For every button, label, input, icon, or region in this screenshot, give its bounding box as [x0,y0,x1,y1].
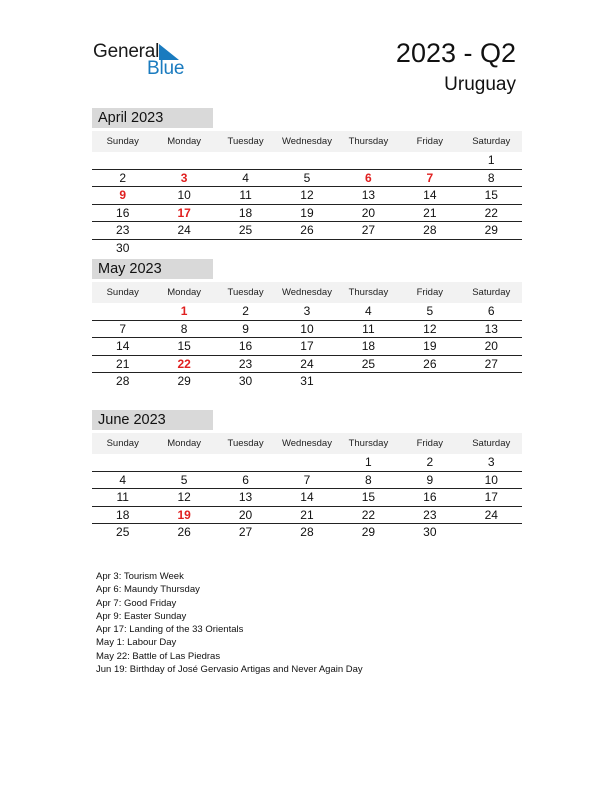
day-cell [153,240,214,257]
day-cell: 13 [484,321,498,336]
weekday-label: Saturday [472,287,511,298]
day-cell: 21 [300,507,314,522]
day-cell: 12 [423,321,437,336]
day-cell: 15 [177,339,191,354]
week-row [92,303,522,321]
day-cell: 5 [303,170,311,185]
day-cell: 22 [484,205,498,220]
day-cell: 1 [487,153,495,167]
week-row [92,205,522,223]
day-cell: 9 [242,321,249,336]
month-may [92,259,522,390]
day-cell [215,152,276,169]
day-cell: 24 [177,223,191,238]
day-cell [338,240,399,257]
holiday-day-cell: 19 [177,507,191,522]
day-cell: 26 [177,525,191,540]
weekday-label: Sunday [106,287,139,298]
day-cell [215,454,276,471]
day-cell: 27 [361,223,376,238]
page-title: 2023 - Q2 [395,38,516,68]
day-cell: 26 [423,356,437,371]
holiday-note: May 22: Battle of Las Piedras [96,650,221,662]
weekday-label: Monday [167,287,202,298]
day-cell: 24 [300,356,314,371]
week-row [92,454,522,472]
day-cell: 16 [423,490,437,505]
day-cell: 12 [300,188,314,203]
holiday-note: Apr 17: Landing of the 33 Orientals [96,624,244,636]
day-cell [461,524,522,541]
day-cell: 29 [177,374,191,389]
holiday-day-cell: 22 [177,356,191,371]
day-cell [399,152,460,169]
weekday-label: Tuesday [227,287,264,298]
month-title: April 2023 [92,108,213,128]
country-name: Uruguay [444,74,516,95]
month-title: June 2023 [92,410,213,430]
day-cell: 21 [423,205,437,220]
week-row [92,152,522,170]
day-cell: 27 [238,525,253,540]
day-cell: 7 [303,472,311,487]
day-cell [399,373,460,390]
day-cell [92,152,153,169]
day-cell: 24 [484,507,498,522]
week-row [92,507,522,525]
day-cell: 23 [116,223,130,238]
weekday-label: Friday [416,287,444,298]
day-cell: 30 [238,374,253,389]
day-cell: 5 [426,304,434,318]
day-cell: 31 [300,374,314,389]
day-cell: 29 [361,525,376,540]
day-cell: 5 [180,472,188,487]
day-cell: 15 [484,188,498,203]
day-cell: 28 [300,525,314,540]
holiday-note: Apr 9: Easter Sunday [96,610,187,622]
day-cell: 4 [365,304,372,318]
day-cell: 16 [116,205,130,220]
week-row [92,489,522,507]
day-cell: 1 [365,455,372,469]
weekday-header-row [92,282,522,303]
day-cell [461,240,522,257]
day-cell: 25 [361,356,376,371]
logo [93,41,193,81]
day-cell: 10 [177,188,191,203]
day-cell: 9 [426,472,434,487]
weekday-label: Monday [167,438,202,449]
day-cell: 2 [426,455,434,469]
weekday-label: Friday [416,136,444,147]
day-cell: 30 [423,525,437,540]
month-title: May 2023 [92,259,213,279]
logo-word-general: General [93,41,160,62]
day-cell: 20 [361,205,376,220]
day-cell: 19 [423,339,437,354]
day-cell: 6 [487,304,495,318]
weekday-label: Wednesday [281,136,332,147]
weekday-label: Tuesday [227,438,264,449]
week-row [92,356,522,374]
day-cell: 23 [423,507,437,522]
day-cell: 19 [300,205,314,220]
day-cell: 14 [423,188,437,203]
day-cell: 14 [300,490,314,505]
day-cell: 10 [300,321,314,336]
week-row [92,187,522,205]
weekday-header-row [92,131,522,152]
week-row [92,170,522,188]
holiday-notes-list [96,570,363,676]
day-cell: 11 [239,188,252,203]
holiday-note: Apr 7: Good Friday [96,597,177,609]
day-cell: 18 [116,507,130,522]
day-cell: 17 [300,339,314,354]
holiday-day-cell: 1 [180,304,188,318]
day-cell [92,303,153,320]
day-cell [276,152,337,169]
day-cell: 11 [116,490,129,505]
day-cell: 11 [362,321,375,336]
weekday-label: Friday [416,438,444,449]
day-cell: 6 [242,472,249,487]
holiday-day-cell: 9 [119,188,127,203]
weekday-label: Thursday [348,287,389,298]
holiday-day-cell: 7 [426,170,434,185]
holiday-note: Apr 3: Tourism Week [96,571,184,582]
day-cell: 2 [119,170,127,185]
day-cell: 4 [119,472,127,487]
weekday-label: Sunday [106,136,139,147]
week-row [92,373,522,390]
holiday-day-cell: 17 [177,205,191,220]
weekday-label: Wednesday [281,287,332,298]
week-row [92,472,522,490]
weekday-label: Wednesday [281,438,332,449]
day-cell: 26 [300,223,314,238]
month-april [92,108,522,257]
day-cell [92,454,153,471]
weekday-label: Saturday [472,438,511,449]
weekday-label: Tuesday [227,136,264,147]
day-cell: 12 [177,490,191,505]
logo-word-blue: Blue [147,58,185,79]
weekday-label: Thursday [348,438,389,449]
day-cell: 13 [238,490,253,505]
holiday-day-cell: 3 [180,170,188,185]
week-row [92,240,522,257]
day-cell: 14 [116,339,130,354]
day-cell: 4 [242,170,249,185]
day-cell: 20 [484,339,498,354]
weekday-label: Sunday [106,438,139,449]
day-cell: 16 [238,339,253,354]
week-row [92,321,522,339]
weekday-label: Saturday [472,136,511,147]
day-cell [276,240,337,257]
day-cell [399,240,460,257]
day-cell: 8 [180,321,188,336]
day-cell: 13 [361,188,376,203]
day-cell: 22 [361,507,376,522]
day-cell [338,373,399,390]
month-june [92,410,522,541]
day-cell: 3 [487,455,495,469]
day-cell: 18 [238,205,253,220]
day-cell [215,240,276,257]
day-cell [153,454,214,471]
day-cell [338,152,399,169]
holiday-note: Jun 19: Birthday of José Gervasio Artigas and Never Again Day [96,664,363,676]
day-cell: 15 [361,490,376,505]
day-cell: 25 [116,525,130,540]
week-row [92,338,522,356]
weekday-header-row [92,433,522,454]
day-cell: 18 [361,339,376,354]
day-cell: 17 [484,490,498,505]
weekday-label: Monday [167,136,202,147]
day-cell: 28 [423,223,437,238]
day-cell: 29 [484,223,498,238]
week-row [92,524,522,541]
day-cell: 30 [116,240,130,255]
day-cell: 8 [487,170,495,185]
day-cell [153,152,214,169]
day-cell: 28 [116,374,130,389]
day-cell: 7 [119,321,127,336]
day-cell: 8 [365,472,372,487]
holiday-note: May 1: Labour Day [96,637,177,649]
day-cell: 25 [238,223,253,238]
day-cell: 2 [242,304,249,318]
day-cell: 3 [303,304,311,318]
day-cell [276,454,337,471]
day-cell: 10 [484,472,498,487]
day-cell [461,373,522,390]
day-cell: 23 [238,356,253,371]
day-cell: 21 [116,356,130,371]
day-cell: 27 [484,356,498,371]
week-row [92,222,522,240]
day-cell: 20 [238,507,253,522]
holiday-day-cell: 6 [365,170,372,185]
weekday-label: Thursday [348,136,389,147]
holiday-note: Apr 6: Maundy Thursday [96,584,200,596]
